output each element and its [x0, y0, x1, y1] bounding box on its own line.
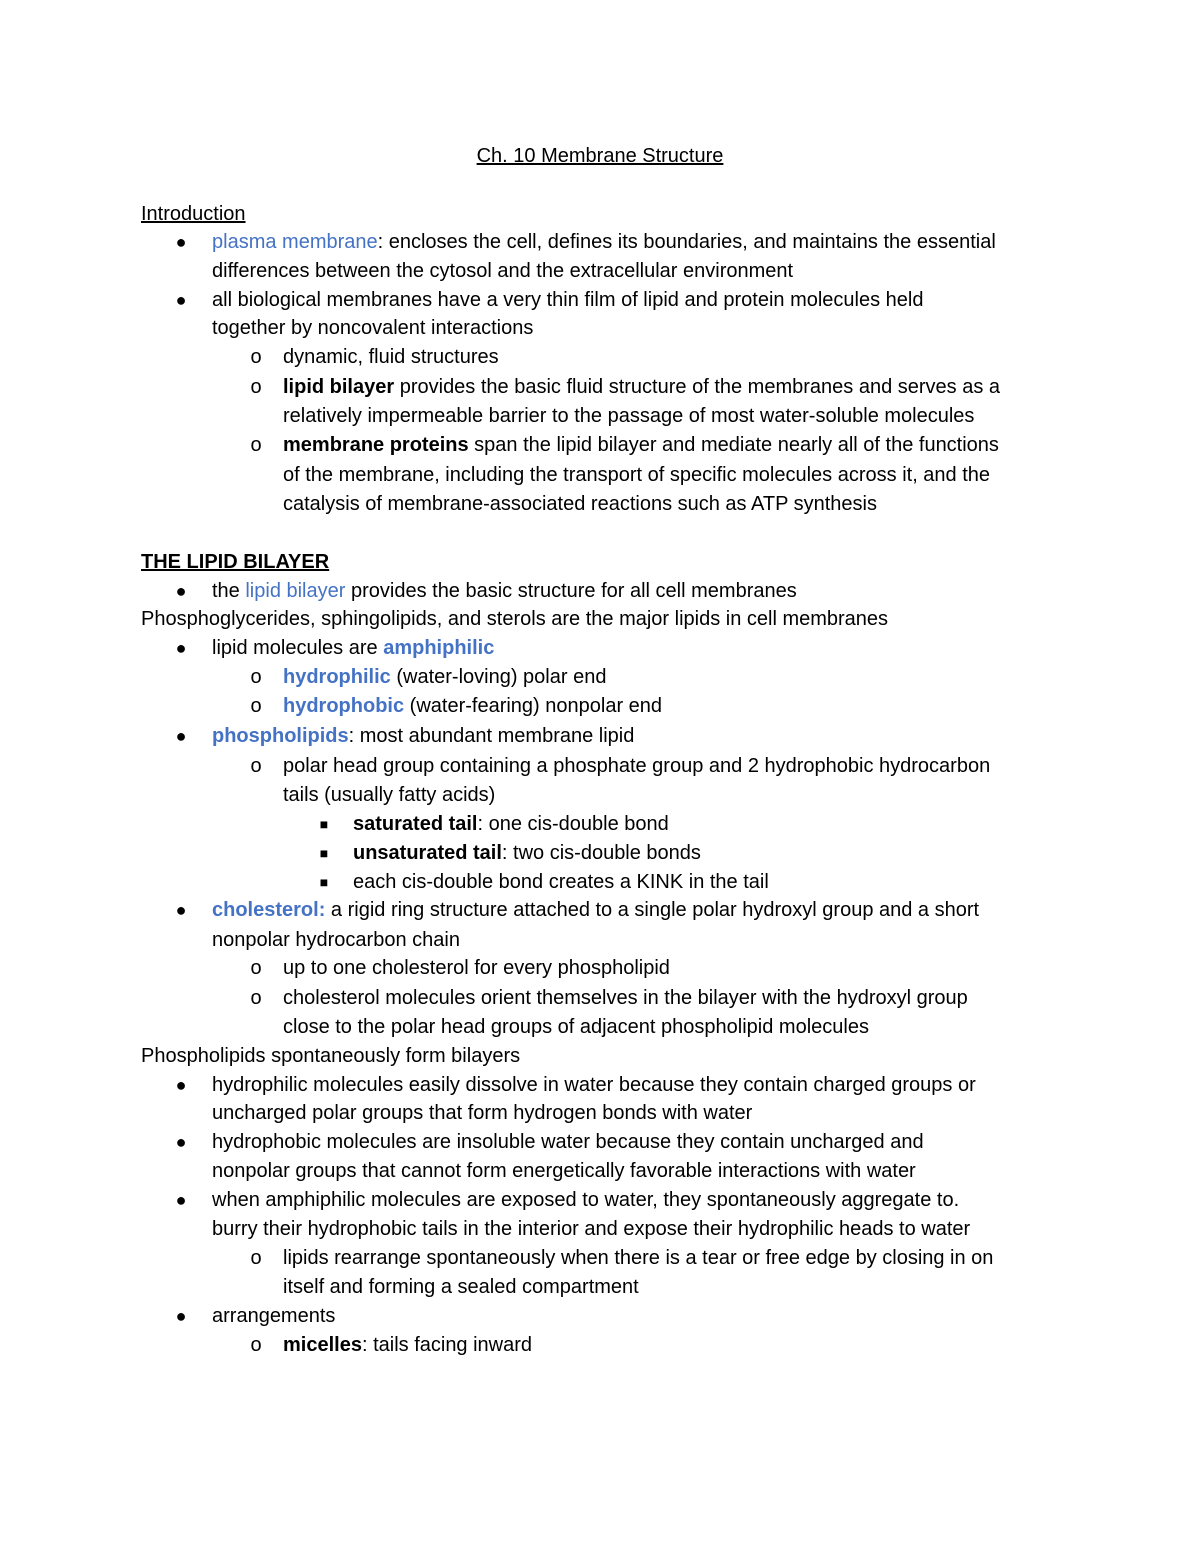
- sub-list-item-continuation: catalysis of membrane-associated reactions such as ATP synthesis: [283, 493, 877, 515]
- sub-sub-list-item: unsaturated tail: two cis-double bonds: [353, 842, 701, 864]
- bullet-icon: ●: [175, 290, 187, 310]
- list-item: when amphiphilic molecules are exposed to water, they spontaneously aggregate to.: [212, 1189, 960, 1211]
- sub-list-item-continuation: itself and forming a sealed compartment: [283, 1276, 639, 1298]
- section-heading-introduction: Introduction: [141, 203, 246, 225]
- sub-list-item: hydrophilic (water-loving) polar end: [283, 666, 607, 688]
- list-item: the lipid bilayer provides the basic structure for all cell membranes: [212, 580, 797, 602]
- sub-heading: Phosphoglycerides, sphingolipids, and sterols are the major lipids in cell membranes: [141, 608, 889, 630]
- circle-bullet-icon: o: [250, 666, 262, 688]
- circle-bullet-icon: o: [250, 1334, 262, 1356]
- sub-list-item: lipids rearrange spontaneously when there is a tear or free edge by closing in on: [283, 1247, 994, 1269]
- sub-sub-list-item: saturated tail: one cis-double bond: [353, 813, 669, 835]
- square-bullet-icon: ■: [319, 816, 329, 832]
- list-item: phospholipids: most abundant membrane lipid: [212, 725, 635, 747]
- bullet-icon: ●: [175, 232, 187, 252]
- sub-list-item: polar head group containing a phosphate group and 2 hydrophobic hydrocarbon: [283, 755, 991, 777]
- sub-sub-list-item: each cis-double bond creates a KINK in the tail: [353, 871, 769, 893]
- bullet-icon: ●: [175, 1132, 187, 1152]
- sub-list-item: membrane proteins span the lipid bilayer and mediate nearly all of the functions: [283, 434, 999, 456]
- sub-list-item: cholesterol molecules orient themselves in the bilayer with the hydroxyl group: [283, 987, 968, 1009]
- sub-list-item-continuation: close to the polar head groups of adjacent phospholipid molecules: [283, 1016, 869, 1038]
- circle-bullet-icon: o: [250, 695, 262, 717]
- sub-heading: Phospholipids spontaneously form bilayers: [141, 1045, 521, 1067]
- list-item-continuation: burry their hydrophobic tails in the interior and expose their hydrophilic heads to water: [212, 1218, 971, 1240]
- list-item-continuation: together by noncovalent interactions: [212, 317, 534, 339]
- sub-list-item-continuation: tails (usually fatty acids): [283, 784, 496, 806]
- bullet-icon: ●: [175, 900, 187, 920]
- sub-list-item: micelles: tails facing inward: [283, 1334, 533, 1356]
- list-item: lipid molecules are amphiphilic: [212, 637, 495, 659]
- sub-list-item: up to one cholesterol for every phospholipid: [283, 957, 670, 979]
- list-item: plasma membrane: encloses the cell, defines its boundaries, and maintains the essential: [212, 231, 996, 253]
- sub-list-item-continuation: of the membrane, including the transport of specific molecules across it, and the: [283, 464, 991, 486]
- list-item-continuation: uncharged polar groups that form hydrogen bonds with water: [212, 1102, 753, 1124]
- sub-list-item-continuation: relatively impermeable barrier to the passage of most water-soluble molecules: [283, 405, 975, 427]
- list-item: hydrophobic molecules are insoluble water because they contain uncharged and: [212, 1131, 924, 1153]
- sub-list-item: hydrophobic (water-fearing) nonpolar end: [283, 695, 663, 717]
- list-item: all biological membranes have a very thin film of lipid and protein molecules held: [212, 289, 924, 311]
- bullet-icon: ●: [175, 1306, 187, 1326]
- circle-bullet-icon: o: [250, 957, 262, 979]
- circle-bullet-icon: o: [250, 987, 262, 1009]
- square-bullet-icon: ■: [319, 874, 329, 890]
- list-item: arrangements: [212, 1305, 336, 1327]
- list-item: hydrophilic molecules easily dissolve in water because they contain charged groups or: [212, 1074, 976, 1096]
- circle-bullet-icon: o: [250, 376, 262, 398]
- circle-bullet-icon: o: [250, 346, 262, 368]
- list-item-continuation: differences between the cytosol and the extracellular environment: [212, 260, 794, 282]
- sub-list-item: dynamic, fluid structures: [283, 346, 499, 368]
- circle-bullet-icon: o: [250, 755, 262, 777]
- bullet-icon: ●: [175, 638, 187, 658]
- bullet-icon: ●: [175, 1190, 187, 1210]
- page-title: Ch. 10 Membrane Structure: [476, 145, 724, 167]
- circle-bullet-icon: o: [250, 434, 262, 456]
- circle-bullet-icon: o: [250, 1247, 262, 1269]
- list-item-continuation: nonpolar hydrocarbon chain: [212, 929, 460, 951]
- bullet-icon: ●: [175, 1075, 187, 1095]
- bullet-icon: ●: [175, 726, 187, 746]
- list-item: cholesterol: a rigid ring structure attached to a single polar hydroxyl group and a short: [212, 899, 980, 921]
- list-item-continuation: nonpolar groups that cannot form energetically favorable interactions with water: [212, 1160, 916, 1182]
- bullet-icon: ●: [175, 581, 187, 601]
- square-bullet-icon: ■: [319, 845, 329, 861]
- sub-list-item: lipid bilayer provides the basic fluid structure of the membranes and serves as a: [283, 376, 1001, 398]
- section-heading-lipid-bilayer: THE LIPID BILAYER: [141, 551, 330, 573]
